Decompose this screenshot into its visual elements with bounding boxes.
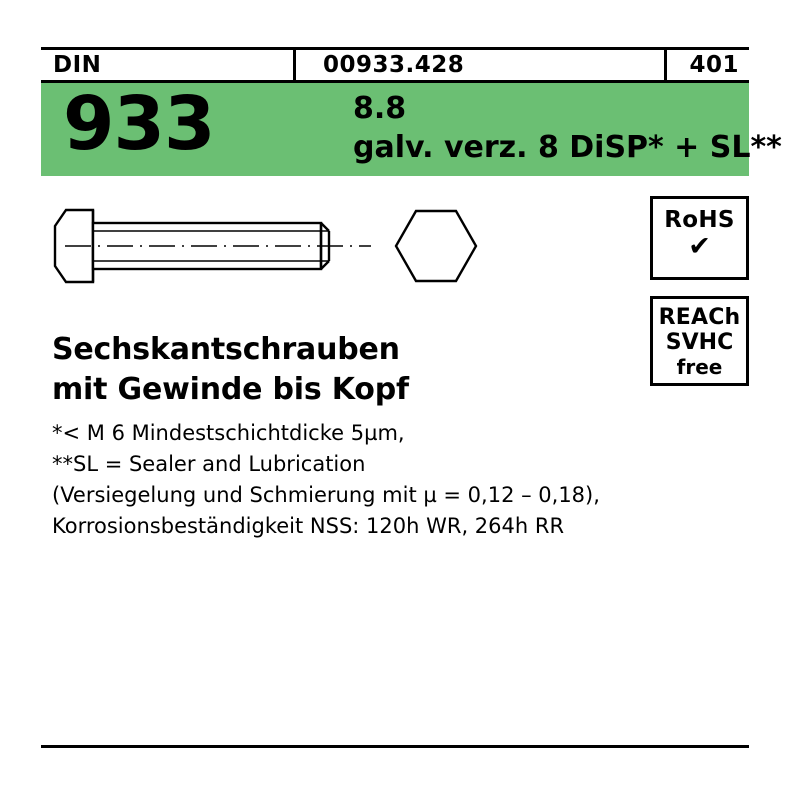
hex-head-end-view <box>396 211 476 281</box>
standard-band <box>41 81 782 176</box>
page-number: 401 <box>689 52 739 78</box>
footnote-4: Korrosionsbeständigkeit NSS: 120h WR, 264h RR <box>52 513 565 538</box>
rohs-badge <box>650 196 749 280</box>
free-label: free <box>676 355 723 379</box>
product-title <box>52 330 612 409</box>
technical-drawing <box>41 190 491 300</box>
footnotes <box>52 418 692 541</box>
footnote-3: (Versiegelung und Schmierung mit µ = 0,12 – 0,18), <box>52 482 600 507</box>
svhc-label: SVHC <box>665 330 734 355</box>
rohs-label: RoHS <box>664 207 735 233</box>
product-title-line-2: mit Gewinde bis Kopf <box>52 371 409 407</box>
coating-spec: galv. verz. 8 DiSP* + SL** <box>353 130 782 165</box>
product-title-line-1: Sechskantschrauben <box>52 332 400 367</box>
reach-badge <box>650 296 749 386</box>
bottom-divider <box>41 745 749 748</box>
article-number: 00933.428 <box>293 50 667 80</box>
reach-label: REACh <box>658 305 741 330</box>
standard-label: DIN <box>53 52 102 78</box>
footnote-1: *< M 6 Mindestschichtdicke 5µm, <box>52 421 405 445</box>
header-row <box>41 47 749 83</box>
strength-class: 8.8 <box>353 91 407 126</box>
check-icon: ✔ <box>688 231 711 262</box>
footnote-2: **SL = Sealer and Lubrication <box>52 451 366 476</box>
standard-number: 933 <box>63 81 215 167</box>
hex-bolt-drawing <box>41 190 491 300</box>
